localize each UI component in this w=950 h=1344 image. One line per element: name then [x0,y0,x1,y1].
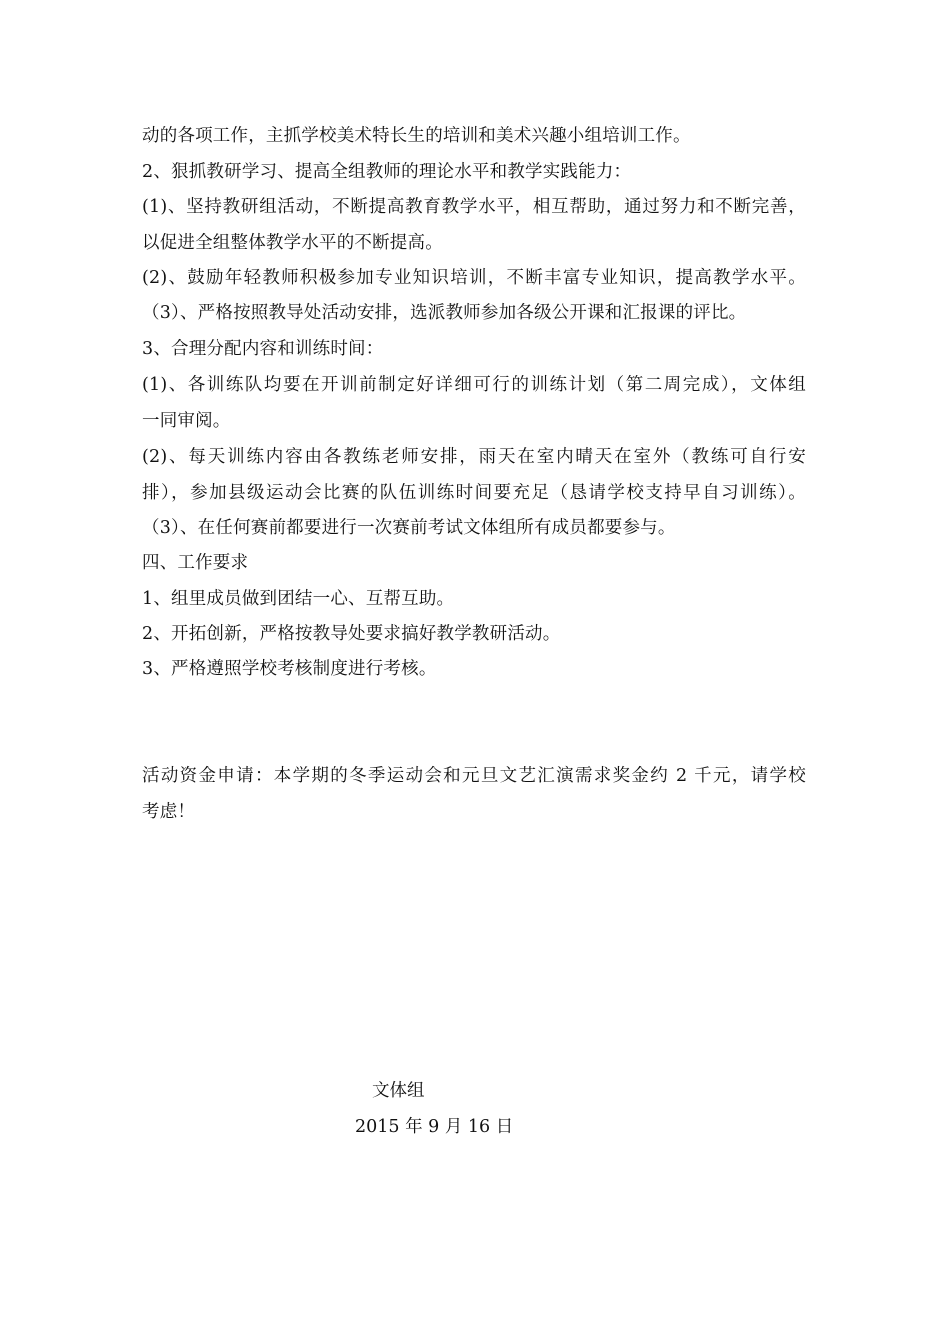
section-heading: 3、合理分配内容和训练时间： [142,339,384,359]
paragraph-line: （3）、在任何赛前都要进行一次赛前考试文体组所有成员都要参与。 [142,518,676,538]
paragraph-line: 以促进全组整体教学水平的不断提高。 [142,233,443,253]
list-item: 3、严格遵照学校考核制度进行考核。 [142,659,437,679]
signature-date: 2015 年 9 月 16 日 [355,1117,514,1137]
signature-group: 文体组 [372,1081,425,1101]
paragraph-line: 排），参加县级运动会比赛的队伍训练时间要充足（恳请学校支持早自习训练）。 [142,483,806,503]
paragraph-line: (1)、坚持教研组活动，不断提高教育教学水平，相互帮助，通过努力和不断完善， [142,197,806,217]
paragraph-line: （3）、严格按照教导处活动安排，选派教师参加各级公开课和汇报课的评比。 [142,303,747,323]
paragraph-line: (2)、每天训练内容由各教练老师安排，雨天在室内晴天在室外（教练可自行安 [142,447,806,467]
section-heading: 四、工作要求 [142,553,249,573]
paragraph-line: 一同审阅。 [142,411,231,431]
paragraph-line: 动的各项工作，主抓学校美术特长生的培训和美术兴趣小组培训工作。 [142,126,691,146]
funding-request-line: 考虑！ [142,802,196,822]
section-heading: 2、狠抓教研学习、提高全组教师的理论水平和教学实践能力： [142,162,632,182]
list-item: 2、开拓创新，严格按教导处要求搞好教学教研活动。 [142,624,561,644]
paragraph-line: (1)、各训练队均要在开训前制定好详细可行的训练计划（第二周完成），文体组 [142,375,806,395]
list-item: 1、组里成员做到团结一心、互帮互助。 [142,589,455,609]
paragraph-line: (2)、鼓励年轻教师积极参加专业知识培训，不断丰富专业知识，提高教学水平。 [142,268,806,288]
funding-request-line: 活动资金申请：本学期的冬季运动会和元旦文艺汇演需求奖金约 2 千元，请学校 [142,766,806,786]
